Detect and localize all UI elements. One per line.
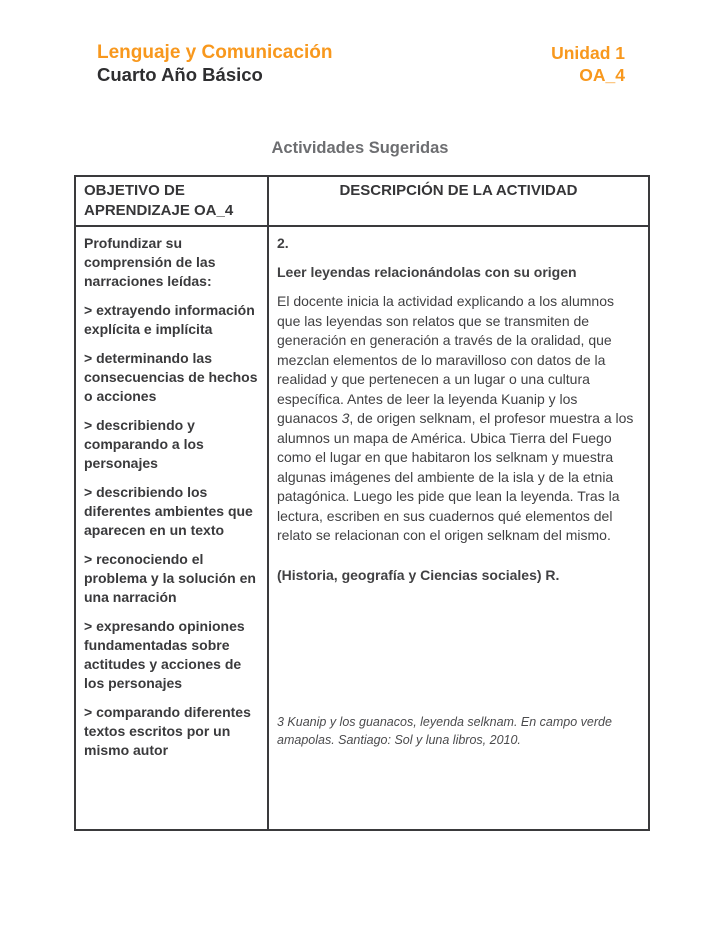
oa-label: OA_4 [579, 65, 625, 85]
objective-intro: Profundizar su comprensión de las narraciones leídas: [84, 235, 216, 289]
footnote-reference-number: 3 [341, 410, 350, 426]
objective-item-6: > expresando opiniones fundamentadas sobre actitudes y acciones de los personajes [84, 618, 245, 691]
objective-cell [75, 226, 268, 830]
document-header [97, 42, 625, 86]
objective-item-2: > determinando las consecuencias de hechos o acciones [84, 350, 258, 404]
objective-item-5: > reconociendo el problema y la solución en una narración [84, 551, 256, 605]
description-cell [268, 226, 649, 830]
header-left-block [97, 42, 332, 86]
objective-column-header: OBJETIVO DE APRENDIZAJE OA_4 [75, 176, 268, 226]
header-right-block [551, 42, 625, 86]
table-header-row [75, 176, 649, 226]
subject-title: Lenguaje y Comunicación [97, 42, 333, 63]
description-column-header: DESCRIPCIÓN DE LA ACTIVIDAD [268, 176, 649, 226]
activity-body-text: El docente inicia la actividad explicando a los alumnos que las leyendas son relatos que se transmiten de generación en generación a través de la oralidad, que mezclan elementos de lo maravilloso con datos de la realidad y que pertenecen a un lugar o una cultura específica. Antes de leer la leyenda Kuanip y los guanacos [277, 293, 614, 426]
bibliography-footnote: 3 Kuanip y los guanacos, leyenda selknam. En campo verde amapolas. Santiago: Sol y luna libros, 2010. [277, 715, 612, 747]
activity-title: Leer leyendas relacionándolas con su origen [277, 263, 577, 280]
objective-item-7: > comparando diferentes textos escritos por un mismo autor [84, 704, 251, 758]
section-title: Actividades Sugeridas [271, 139, 449, 157]
activities-table [74, 175, 650, 831]
activity-number: 2. [277, 235, 289, 251]
objective-item-4: > describiendo los diferentes ambientes que aparecen en un texto [84, 484, 253, 538]
activity-body-text-continued: , de origen selknam, el profesor muestra a los alumnos un mapa de América. Ubica Tierra del Fuego como el lugar en que habitaron los selknam y muestra algunas imágenes del ambiente de la isla y de la etnia patagónica. Luego les pide que lean la leyenda. Tras la lectura, escriben en sus cuadernos qué elementos del relato se relacionan con el origen selknam del mismo. [277, 410, 634, 543]
objective-item-1: > extrayendo información explícita e implícita [84, 302, 255, 337]
activity-body [277, 292, 640, 546]
grade-title: Cuarto Año Básico [97, 64, 263, 85]
related-subjects-note: (Historia, geografía y Ciencias sociales) R. [277, 566, 560, 583]
unit-label: Unidad 1 [551, 43, 625, 63]
objective-item-3: > describiendo y comparando a los personajes [84, 417, 204, 471]
table-body-row [75, 226, 649, 830]
